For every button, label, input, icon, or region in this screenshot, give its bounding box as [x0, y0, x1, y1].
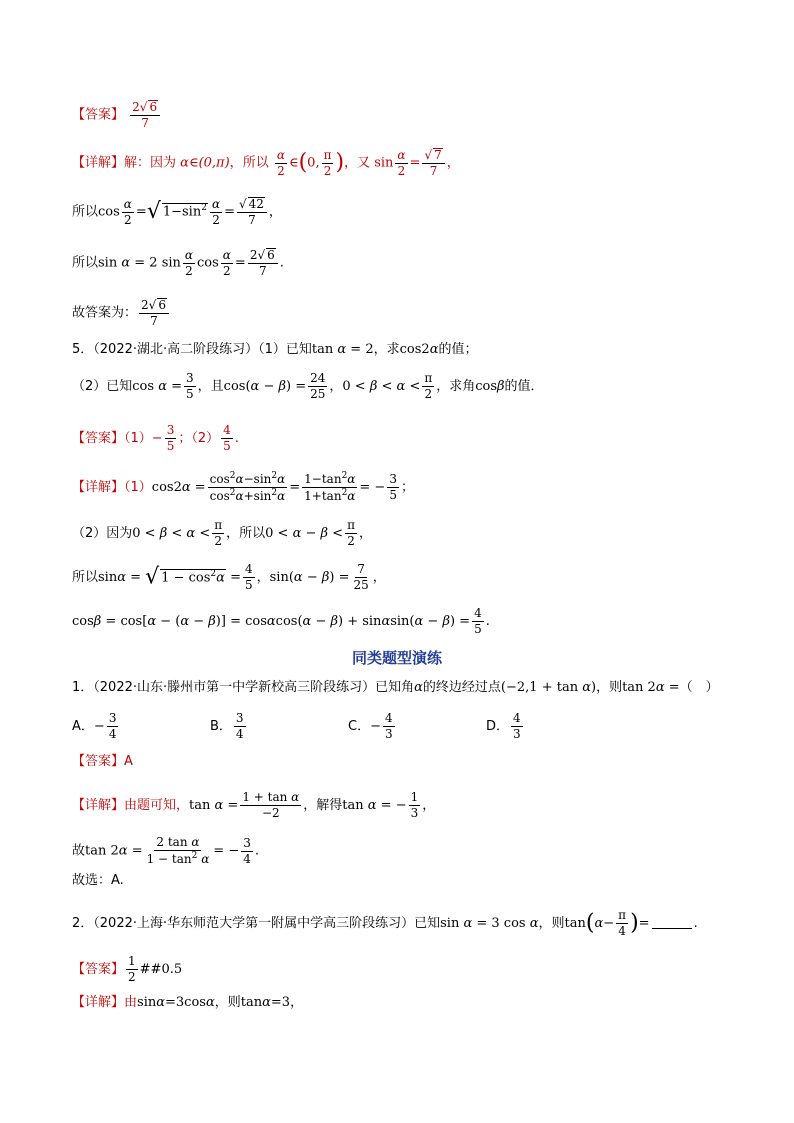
- q5-detail-4: cosβ = cos[α − (α − β)] = cosαcos(α − β) + sinαsin(α − β) = $\frac{4}{5}$ .: [72, 606, 490, 637]
- t1-detail-1: 【详解】由题可知，tan α = $\frac{\text{1 + tan α}}{-2}$ ，解得tan α = − $\frac{1}{3}$ ，: [72, 790, 436, 821]
- answer-line-p4: [72, 100, 162, 130]
- detail-label: 【详解】: [72, 155, 125, 171]
- t2-answer: 【答案】 $\frac{1}{2}$ ##0.5: [72, 954, 183, 985]
- option-d[interactable]: D． $\frac{4}{3}$: [486, 711, 521, 742]
- q5-stem-2: （2）已知cos α = $\frac{3}{5}$ ，且cos(α − β) = $\frac{24}{25}$ ，0 < β < α < $\frac{\pi}{2}$ ，求角cosβ的值．: [72, 371, 544, 402]
- t1-choose: 故选：A.: [72, 873, 124, 888]
- t1-detail-2: 故tan 2α = $\frac{\text{2 tan α}}{1 - \tan^2 \alpha}$ = − $\frac{3}{4}$ .: [72, 835, 259, 867]
- q5-answer: 【答案】（1）− $\frac{3}{5}$ ；（2） $\frac{4}{5}$ .: [72, 423, 239, 454]
- q5-detail-3: 所以sinα = √ $1 - \cos^2\alpha$ = $\frac{4}{5}$ ，sin(α − β) = $\frac{7}{25}$ ，: [72, 562, 386, 593]
- t1-answer: 【答案】A: [72, 754, 133, 769]
- option-b[interactable]: B． $\frac{3}{4}$: [210, 711, 244, 742]
- detail-line-p4-1: 【详解】解：因为 α∈(0,π)，所以 $\frac{\alpha}{2}$ ∈(0, $\frac{\pi}{2}$ )，又 sin $\frac{\alpha}{2}$ = $\frac{√ 7}{7}$ ，: [72, 147, 460, 179]
- final-answer-p4: 故答案为： $\frac{2√ 6}{7}$: [72, 298, 171, 328]
- q5-detail-1: 【详解】（1）cos2α = $\frac{\cos^2\alpha-\sin^2\alpha}{\cos^2\alpha+\sin^2\alpha}$ = $\frac{1-\tan^2\alpha}{1+\tan^2\alpha}$ = − $\frac{3}{5}$ ；: [72, 471, 414, 504]
- t1-stem: 1．（2022·山东·滕州市第一中学新校高三阶段练习）已知角α的终边经过点(−2,1 + tan α)，则tan 2α =（ ）: [72, 680, 719, 695]
- answer-label: 【答案】: [72, 107, 125, 123]
- detail-line-p4-3: 所以sin α = 2 sin $\frac{\alpha}{2}$ cos $\frac{\alpha}{2}$ = $\frac{2√ 6}{7}$ .: [72, 247, 284, 279]
- detail-line-p4-2: 所以cos $\frac{\alpha}{2}$ =√ $1-\sin^2$ $\frac{\alpha}{2}$ = $\frac{√ 42}{7}$ ，: [72, 196, 282, 228]
- q5-detail-2: （2）因为0 < β < α < $\frac{\pi}{2}$ ，所以0 < α − β < $\frac{\pi}{2}$ ，: [72, 518, 372, 549]
- answer-blank: [652, 928, 692, 929]
- option-c[interactable]: C．− $\frac{4}{3}$: [348, 711, 393, 742]
- answer-fraction: $\frac{2√ 6}{7}$: [130, 100, 160, 130]
- formula: α∈(0,π): [180, 155, 230, 171]
- t2-detail: 【详解】由sinα=3cosα，则tanα=3，: [72, 995, 304, 1010]
- t2-stem: 2．（2022·上海·华东师范大学第一附属中学高三阶段练习）已知sin α = 3 cos α，则tan(α− $\frac{\pi}{4}$ )= .: [72, 908, 698, 939]
- option-a[interactable]: A．− $\frac{3}{4}$: [72, 711, 117, 742]
- section-title: 同类题型演练: [351, 649, 442, 667]
- q5-stem-1: 5．（2022·湖北·高二阶段练习）（1）已知tan α = 2，求cos2α的值；: [72, 342, 478, 357]
